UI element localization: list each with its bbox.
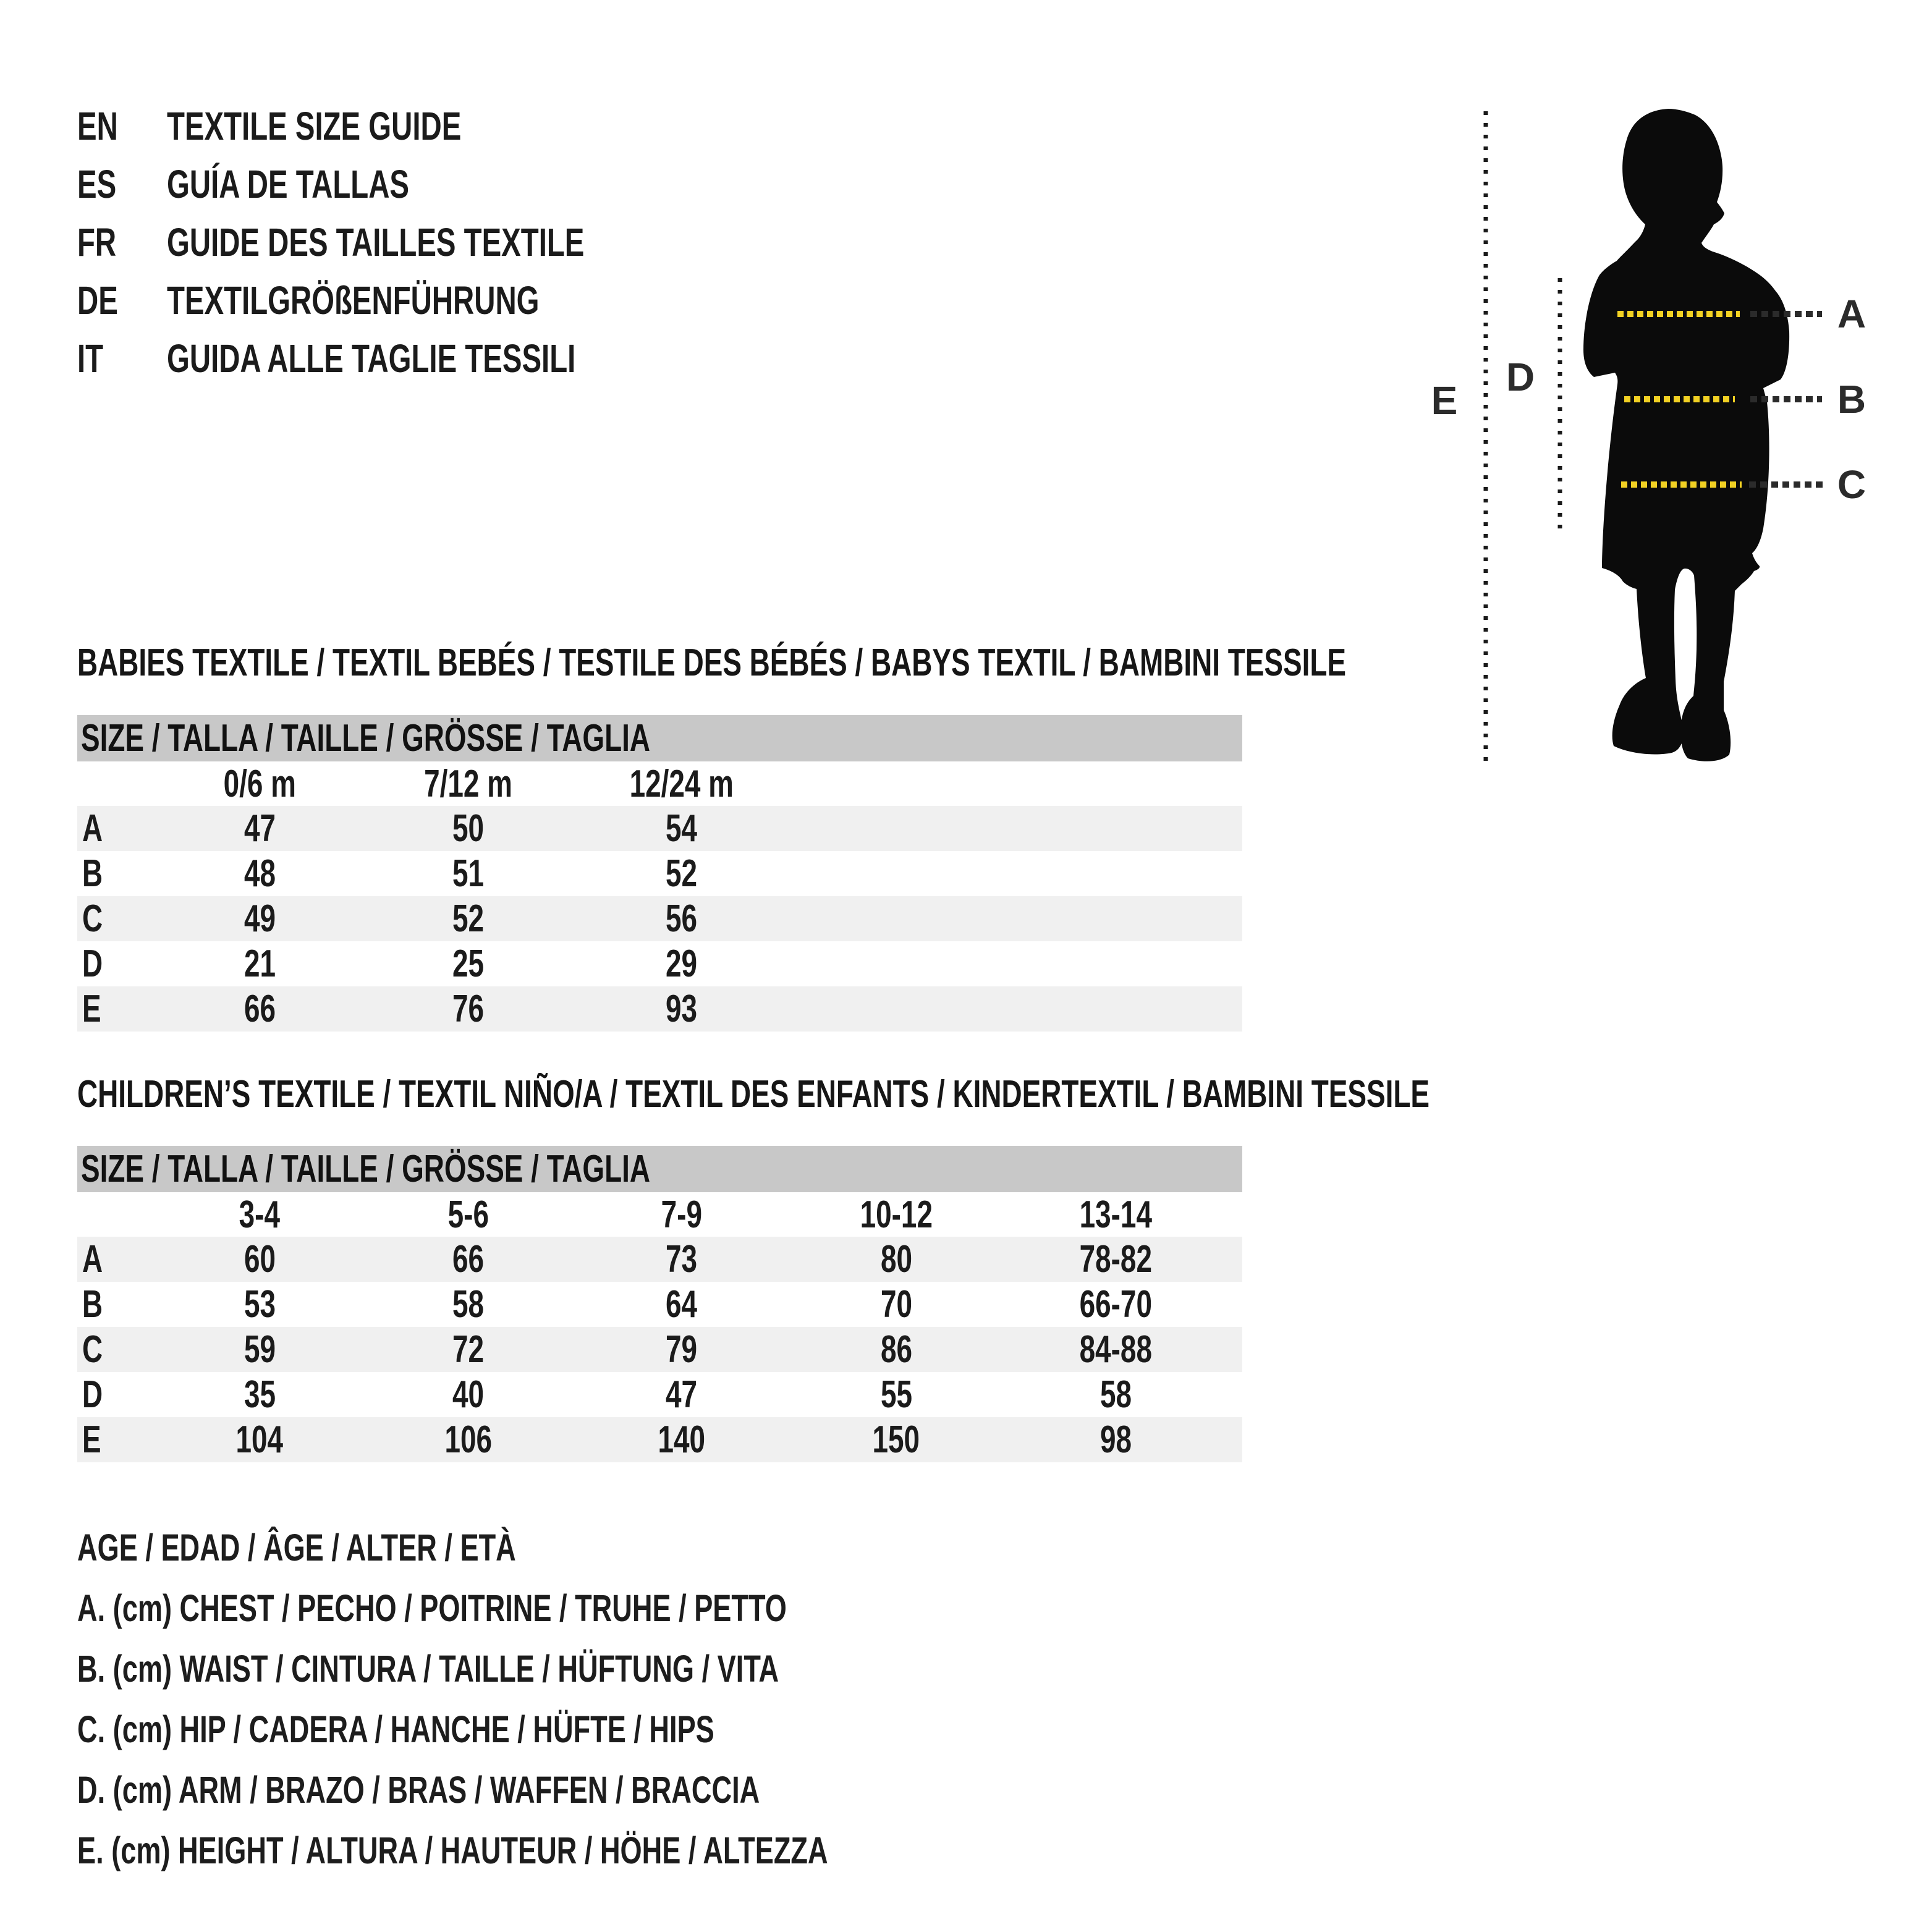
cell-value-text: 25 [452, 943, 485, 985]
row-label-text: D [82, 1373, 103, 1416]
row-label-text: D [82, 943, 103, 985]
children-size-header-bar [77, 1146, 1242, 1192]
cell-value-text: 64 [665, 1283, 698, 1326]
column-header-text: 3-4 [239, 1193, 281, 1236]
cell-value [575, 1417, 788, 1462]
measure-label-d: D [1506, 355, 1535, 399]
cell-value [362, 1372, 575, 1417]
measure-label-c: C [1837, 462, 1866, 507]
row-label [77, 851, 158, 896]
cell-value-text: 80 [880, 1238, 912, 1281]
cell-value [362, 1327, 575, 1372]
cell-value-text: 66-70 [1079, 1283, 1152, 1326]
corner-cell [77, 1192, 158, 1237]
cell-value-text: 98 [1099, 1418, 1132, 1461]
language-title: GUIDE DES TAILLES TEXTILE [167, 220, 585, 265]
legend-line-text: AGE / EDAD / ÂGE / ALTER / ETÀ [77, 1527, 516, 1569]
row-label [77, 1237, 158, 1282]
row-label-text: A [82, 807, 103, 850]
column-header-text: 0/6 m [223, 762, 296, 805]
language-row-es [77, 156, 943, 212]
row-label-text: C [82, 897, 103, 940]
corner-cell [77, 761, 158, 806]
cell-value-text: 76 [452, 988, 485, 1030]
cell-value [158, 1417, 362, 1462]
measure-label-b: B [1837, 377, 1866, 422]
cell-value-text: 66 [452, 1238, 485, 1281]
table-row [77, 1372, 1242, 1417]
cell-value [788, 1417, 1004, 1462]
cell-value [1004, 1327, 1227, 1372]
babies-size-header-bar [77, 715, 1242, 761]
column-header-text: 7-9 [661, 1193, 702, 1236]
filler-cell [788, 896, 1242, 941]
cell-value-text: 47 [244, 807, 276, 850]
column-header [362, 1192, 575, 1237]
cell-value [1004, 1372, 1227, 1417]
cell-value-text: 72 [452, 1328, 485, 1371]
cell-value [362, 1237, 575, 1282]
filler-cell [788, 986, 1242, 1032]
column-header [575, 761, 788, 806]
cell-value-text: 55 [880, 1373, 912, 1416]
cell-value [1004, 1237, 1227, 1282]
language-code: EN [77, 104, 118, 148]
cell-value-text: 106 [444, 1418, 492, 1461]
row-label [77, 1417, 158, 1462]
babies-section-title-text: BABIES TEXTILE / TEXTIL BEBÉS / TESTILE DES BÉBÉS / BABYS TEXTIL / BAMBINI TESSILE [77, 641, 1346, 684]
children-section-title-text: CHILDREN’S TEXTILE / TEXTIL NIÑO/A / TEXTIL DES ENFANTS / KINDERTEXTIL / BAMBINI TESSILE [77, 1072, 1430, 1116]
language-code: IT [77, 336, 104, 381]
cell-value-text: 60 [244, 1238, 276, 1281]
row-label [77, 986, 158, 1032]
cell-value [788, 1327, 1004, 1372]
cell-value [158, 1327, 362, 1372]
column-header [158, 1192, 362, 1237]
cell-value-text: 54 [665, 807, 698, 850]
filler-cell [788, 806, 1242, 851]
table-row [77, 1237, 1242, 1282]
legend-line-waist [77, 1644, 1025, 1693]
cell-value-text: 40 [452, 1373, 485, 1416]
row-label-text: A [82, 1238, 103, 1281]
cell-value [788, 1282, 1004, 1327]
row-label [77, 1327, 158, 1372]
language-row-de [77, 273, 943, 328]
cell-value-text: 56 [665, 897, 698, 940]
column-header [1004, 1192, 1227, 1237]
column-header [575, 1192, 788, 1237]
cell-value [158, 851, 362, 896]
cell-value [362, 806, 575, 851]
cell-value [575, 941, 788, 986]
cell-value [1004, 1417, 1227, 1462]
cell-value-text: 66 [244, 988, 276, 1030]
legend-line-text: D. (cm) ARM / BRAZO / BRAS / WAFFEN / BRACCIA [77, 1769, 760, 1811]
babies-section-title [77, 638, 1792, 687]
table-row [77, 1417, 1242, 1462]
cell-value-text: 93 [665, 988, 698, 1030]
cell-value [575, 986, 788, 1032]
cell-value-text: 84-88 [1079, 1328, 1152, 1371]
cell-value-text: 104 [235, 1418, 284, 1461]
language-row-fr [77, 214, 943, 270]
language-code: FR [77, 220, 117, 265]
cell-value [362, 1282, 575, 1327]
cell-value-text: 29 [665, 943, 698, 985]
cell-value-text: 140 [658, 1418, 705, 1461]
legend-line-hip [77, 1705, 938, 1754]
column-header-text: 13-14 [1079, 1193, 1152, 1236]
row-label-text: C [82, 1328, 103, 1371]
column-header-text: 10-12 [860, 1193, 933, 1236]
row-label [77, 941, 158, 986]
cell-value [158, 986, 362, 1032]
table-row [77, 896, 1242, 941]
cell-value [362, 896, 575, 941]
column-header-text: 5-6 [447, 1193, 489, 1236]
cell-value [362, 851, 575, 896]
cell-value [575, 1327, 788, 1372]
cell-value [575, 1282, 788, 1327]
cell-value [575, 851, 788, 896]
filler-cell [1227, 1327, 1242, 1372]
table-row [77, 986, 1242, 1032]
language-row-it [77, 331, 943, 386]
language-code: ES [77, 162, 117, 206]
babies-size-header-text: SIZE / TALLA / TAILLE / GRÖSSE / TAGLIA [81, 717, 650, 760]
language-row-en [77, 98, 943, 154]
legend-line-text: C. (cm) HIP / CADERA / HANCHE / HÜFTE / HIPS [77, 1708, 714, 1750]
children-size-header-text: SIZE / TALLA / TAILLE / GRÖSSE / TAGLIA [81, 1148, 650, 1190]
table-row [77, 806, 1242, 851]
legend-line-height [77, 1826, 1091, 1875]
cell-value [575, 1372, 788, 1417]
cell-value-text: 50 [452, 807, 485, 850]
language-title: TEXTILE SIZE GUIDE [167, 104, 462, 148]
cell-value [158, 896, 362, 941]
row-label [77, 896, 158, 941]
table-row [77, 1327, 1242, 1372]
table-row [77, 1282, 1242, 1327]
babies-size-table [77, 761, 1242, 1032]
row-label-text: B [82, 852, 103, 895]
filler-cell [788, 941, 1242, 986]
cell-value-text: 48 [244, 852, 276, 895]
cell-value [575, 896, 788, 941]
row-label [77, 1282, 158, 1327]
column-header [362, 761, 575, 806]
cell-value [158, 806, 362, 851]
measurement-diagram [1409, 87, 1932, 794]
column-header-text: 12/24 m [629, 762, 734, 805]
babies-column-header-row [77, 761, 1242, 806]
legend-line-chest [77, 1583, 1036, 1633]
legend-line-text: A. (cm) CHEST / PECHO / POITRINE / TRUHE / PETTO [77, 1587, 787, 1629]
cell-value-text: 73 [665, 1238, 698, 1281]
cell-value-text: 58 [1099, 1373, 1132, 1416]
filler-cell [1227, 1192, 1242, 1237]
cell-value-text: 70 [880, 1283, 912, 1326]
cell-value-text: 86 [880, 1328, 912, 1371]
table-row [77, 851, 1242, 896]
row-label [77, 806, 158, 851]
cell-value-text: 150 [872, 1418, 920, 1461]
legend-line-text: B. (cm) WAIST / CINTURA / TAILLE / HÜFTUNG / VITA [77, 1648, 779, 1690]
cell-value [362, 941, 575, 986]
cell-value [1004, 1282, 1227, 1327]
cell-value [575, 806, 788, 851]
language-title: GUIDA ALLE TAGLIE TESSILI [167, 336, 576, 381]
cell-value [158, 1282, 362, 1327]
row-label-text: E [82, 1418, 101, 1461]
filler-cell [1227, 1417, 1242, 1462]
column-header [788, 1192, 1004, 1237]
row-label [77, 1372, 158, 1417]
cell-value [788, 1372, 1004, 1417]
cell-value-text: 35 [244, 1373, 276, 1416]
filler-cell [1227, 1282, 1242, 1327]
cell-value-text: 52 [665, 852, 698, 895]
column-header-text: 7/12 m [424, 762, 512, 805]
cell-value-text: 47 [665, 1373, 698, 1416]
cell-value [158, 941, 362, 986]
cell-value-text: 59 [244, 1328, 276, 1371]
filler-cell [788, 851, 1242, 896]
language-code: DE [77, 278, 118, 323]
children-size-table [77, 1192, 1242, 1462]
children-section-title [77, 1069, 1905, 1119]
cell-value-text: 53 [244, 1283, 276, 1326]
legend-line-arm [77, 1765, 999, 1815]
cell-value [362, 1417, 575, 1462]
cell-value-text: 78-82 [1079, 1238, 1152, 1281]
cell-value-text: 51 [452, 852, 485, 895]
cell-value [575, 1237, 788, 1282]
cell-value [158, 1372, 362, 1417]
table-row [77, 941, 1242, 986]
cell-value [158, 1237, 362, 1282]
legend-line-text: E. (cm) HEIGHT / ALTURA / HAUTEUR / HÖHE / ALTEZZA [77, 1829, 828, 1871]
cell-value [362, 986, 575, 1032]
cell-value-text: 79 [665, 1328, 698, 1371]
filler-cell [788, 761, 1242, 806]
measure-label-a: A [1837, 292, 1866, 336]
cell-value-text: 58 [452, 1283, 485, 1326]
language-title: GUÍA DE TALLAS [167, 162, 410, 206]
measure-label-e: E [1431, 378, 1458, 423]
cell-value-text: 21 [244, 943, 276, 985]
column-header [158, 761, 362, 806]
cell-value-text: 49 [244, 897, 276, 940]
cell-value [788, 1237, 1004, 1282]
row-label-text: E [82, 988, 101, 1030]
children-column-header-row [77, 1192, 1242, 1237]
legend-line-age [77, 1523, 670, 1572]
filler-cell [1227, 1237, 1242, 1282]
language-title: TEXTILGRÖßENFÜHRUNG [167, 278, 540, 323]
row-label-text: B [82, 1283, 103, 1326]
cell-value-text: 52 [452, 897, 485, 940]
filler-cell [1227, 1372, 1242, 1417]
